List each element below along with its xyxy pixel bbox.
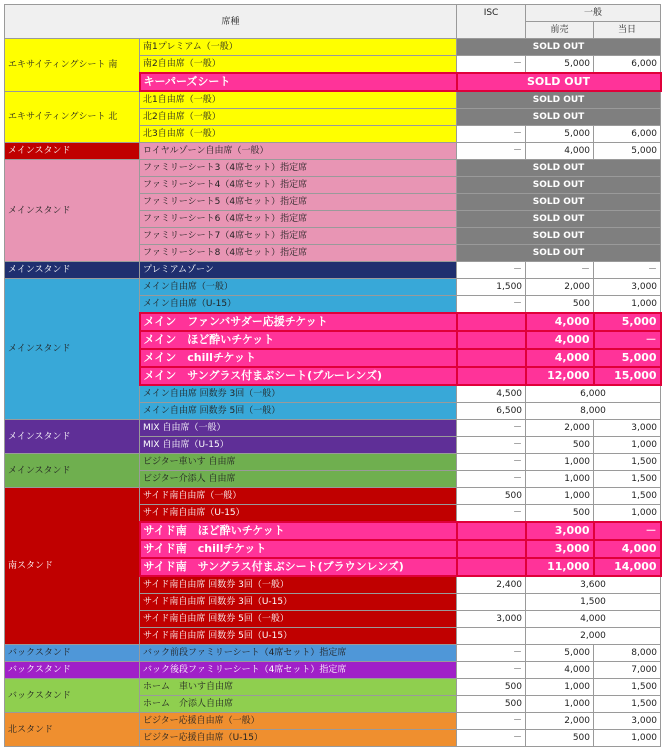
presale-price: 11,000 bbox=[526, 558, 594, 576]
presale-price: 1,000 bbox=[526, 696, 594, 713]
isc-price: － bbox=[457, 143, 526, 160]
presale-price: 2,000 bbox=[526, 279, 594, 296]
section-label: エキサイティングシート 南 bbox=[5, 39, 140, 92]
isc-price: － bbox=[457, 126, 526, 143]
seat-name: サイド南自由席 回数券 3回（一般） bbox=[140, 576, 457, 594]
presale-price: 500 bbox=[526, 437, 594, 454]
seat-name: サイド南自由席（一般） bbox=[140, 488, 457, 505]
seat-name: メイン自由席（一般） bbox=[140, 279, 457, 296]
section-label: メインスタンド bbox=[5, 160, 140, 262]
general-price: 4,000 bbox=[526, 611, 661, 628]
table-row bbox=[5, 662, 661, 679]
sold-out-badge: SOLD OUT bbox=[457, 73, 661, 91]
seat-name: ホーム 車いす自由席 bbox=[140, 679, 457, 696]
isc-price: － bbox=[457, 296, 526, 314]
day-price: 1,500 bbox=[594, 471, 661, 488]
presale-price: 500 bbox=[526, 505, 594, 523]
seat-name: メイン自由席（U-15） bbox=[140, 296, 457, 314]
seat-name: ビジター応援自由席（U-15） bbox=[140, 730, 457, 747]
table-row bbox=[5, 454, 661, 471]
isc-price: － bbox=[457, 730, 526, 747]
isc-price: － bbox=[457, 454, 526, 471]
isc-price: 500 bbox=[457, 488, 526, 505]
general-price: 2,000 bbox=[526, 628, 661, 645]
seat-name: バック前段ファミリーシート（4席セット）指定席 bbox=[140, 645, 457, 662]
table-row bbox=[5, 645, 661, 662]
day-price: － bbox=[594, 331, 661, 349]
table-row bbox=[5, 713, 661, 730]
isc-price: － bbox=[457, 262, 526, 279]
seat-name: ビジター応援自由席（一般） bbox=[140, 713, 457, 730]
day-price: 1,500 bbox=[594, 488, 661, 505]
isc-price: － bbox=[457, 645, 526, 662]
presale-price: 4,000 bbox=[526, 313, 594, 331]
seat-name: 北3自由席（一般） bbox=[140, 126, 457, 143]
day-price: 3,000 bbox=[594, 279, 661, 296]
seat-name: 北2自由席（一般） bbox=[140, 109, 457, 126]
presale-price: 5,000 bbox=[526, 126, 594, 143]
header-day: 当日 bbox=[594, 22, 661, 39]
isc-price bbox=[457, 313, 526, 331]
presale-price: 1,000 bbox=[526, 488, 594, 505]
header-presale: 前売 bbox=[526, 22, 594, 39]
seat-name: サイド南自由席（U-15） bbox=[140, 505, 457, 523]
day-price: 7,000 bbox=[594, 662, 661, 679]
presale-price: 4,000 bbox=[526, 662, 594, 679]
general-price: 6,000 bbox=[526, 385, 661, 403]
sold-out-badge: SOLD OUT bbox=[457, 177, 661, 194]
day-price: 1,000 bbox=[594, 730, 661, 747]
seat-name: 南2自由席（一般） bbox=[140, 56, 457, 74]
presale-price: 12,000 bbox=[526, 367, 594, 385]
presale-price: 4,000 bbox=[526, 331, 594, 349]
seat-name: メイン サングラス付まぶシート(ブルーレンズ) bbox=[140, 367, 457, 385]
section-label: バックスタンド bbox=[5, 645, 140, 662]
day-price: 1,500 bbox=[594, 696, 661, 713]
sold-out-badge: SOLD OUT bbox=[457, 194, 661, 211]
presale-price: 3,000 bbox=[526, 540, 594, 558]
section-label: メインスタンド bbox=[5, 420, 140, 454]
isc-price bbox=[457, 331, 526, 349]
section-label: 南スタンド bbox=[5, 488, 140, 645]
table-row bbox=[5, 160, 661, 177]
presale-price: 1,000 bbox=[526, 471, 594, 488]
seat-name: メイン自由席 回数券 3回（一般） bbox=[140, 385, 457, 403]
seat-name: ファミリーシート5（4席セット）指定席 bbox=[140, 194, 457, 211]
sold-out-badge: SOLD OUT bbox=[457, 245, 661, 262]
sold-out-badge: SOLD OUT bbox=[457, 39, 661, 56]
seat-name: サイド南自由席 回数券 5回（一般） bbox=[140, 611, 457, 628]
presale-price: 500 bbox=[526, 730, 594, 747]
section-label: エキサイティングシート 北 bbox=[5, 91, 140, 143]
seat-name: バック後段ファミリーシート（4席セット）指定席 bbox=[140, 662, 457, 679]
isc-price: － bbox=[457, 505, 526, 523]
day-price: 6,000 bbox=[594, 56, 661, 74]
seat-name: MIX 自由席（U-15） bbox=[140, 437, 457, 454]
presale-price: 5,000 bbox=[526, 645, 594, 662]
seat-name: サイド南自由席 回数券 5回（U-15） bbox=[140, 628, 457, 645]
seat-name: 北1自由席（一般） bbox=[140, 91, 457, 109]
seat-name: プレミアムゾーン bbox=[140, 262, 457, 279]
isc-price: 2,400 bbox=[457, 576, 526, 594]
header-general: 一般 bbox=[526, 5, 661, 22]
seat-name: ファミリーシート4（4席セット）指定席 bbox=[140, 177, 457, 194]
seat-name: ファミリーシート6（4席セット）指定席 bbox=[140, 211, 457, 228]
general-price: 8,000 bbox=[526, 403, 661, 420]
presale-price: － bbox=[526, 262, 594, 279]
presale-price: 4,000 bbox=[526, 143, 594, 160]
header-isc: ISC bbox=[457, 5, 526, 39]
presale-price: 2,000 bbox=[526, 713, 594, 730]
day-price: 1,000 bbox=[594, 505, 661, 523]
seat-name: ビジター介添人 自由席 bbox=[140, 471, 457, 488]
day-price: － bbox=[594, 522, 661, 540]
presale-price: 1,000 bbox=[526, 454, 594, 471]
seat-name: サイド南 ほど酔いチケット bbox=[140, 522, 457, 540]
presale-price: 2,000 bbox=[526, 420, 594, 437]
seat-name: ファミリーシート3（4席セット）指定席 bbox=[140, 160, 457, 177]
presale-price: 3,000 bbox=[526, 522, 594, 540]
table-row bbox=[5, 143, 661, 160]
section-label: バックスタンド bbox=[5, 662, 140, 679]
sold-out-badge: SOLD OUT bbox=[457, 91, 661, 109]
seat-name: キーパーズシート bbox=[140, 73, 457, 91]
seat-name: ロイヤルゾーン自由席（一般） bbox=[140, 143, 457, 160]
table-row bbox=[5, 679, 661, 696]
seat-name: ファミリーシート7（4席セット）指定席 bbox=[140, 228, 457, 245]
sold-out-badge: SOLD OUT bbox=[457, 160, 661, 177]
sold-out-badge: SOLD OUT bbox=[457, 109, 661, 126]
seat-name: メイン chillチケット bbox=[140, 349, 457, 367]
section-label: 北スタンド bbox=[5, 713, 140, 747]
ticket-price-table bbox=[4, 4, 662, 747]
seat-name: メイン ファンバサダー応援チケット bbox=[140, 313, 457, 331]
presale-price: 1,000 bbox=[526, 679, 594, 696]
isc-price bbox=[457, 540, 526, 558]
day-price: 5,000 bbox=[594, 143, 661, 160]
section-label: メインスタンド bbox=[5, 262, 140, 279]
day-price: 5,000 bbox=[594, 313, 661, 331]
isc-price bbox=[457, 594, 526, 611]
seat-name: メイン自由席 回数券 5回（一般） bbox=[140, 403, 457, 420]
isc-price: － bbox=[457, 56, 526, 74]
isc-price: － bbox=[457, 662, 526, 679]
isc-price: 3,000 bbox=[457, 611, 526, 628]
seat-name: サイド南 サングラス付まぶシート(ブラウンレンズ) bbox=[140, 558, 457, 576]
day-price: 14,000 bbox=[594, 558, 661, 576]
seat-name: ビジター車いす 自由席 bbox=[140, 454, 457, 471]
isc-price: － bbox=[457, 437, 526, 454]
table-row bbox=[5, 420, 661, 437]
table-row bbox=[5, 91, 661, 109]
isc-price: 500 bbox=[457, 696, 526, 713]
day-price: 6,000 bbox=[594, 126, 661, 143]
day-price: － bbox=[594, 262, 661, 279]
section-label: メインスタンド bbox=[5, 143, 140, 160]
day-price: 1,500 bbox=[594, 679, 661, 696]
isc-price: 6,500 bbox=[457, 403, 526, 420]
day-price: 1,000 bbox=[594, 437, 661, 454]
seat-name: ホーム 介添人自由席 bbox=[140, 696, 457, 713]
table-row bbox=[5, 279, 661, 296]
day-price: 3,000 bbox=[594, 713, 661, 730]
header-seat: 席種 bbox=[5, 5, 457, 39]
table-row bbox=[5, 262, 661, 279]
isc-price bbox=[457, 522, 526, 540]
isc-price bbox=[457, 349, 526, 367]
sold-out-badge: SOLD OUT bbox=[457, 228, 661, 245]
day-price: 5,000 bbox=[594, 349, 661, 367]
seat-name: メイン ほど酔いチケット bbox=[140, 331, 457, 349]
sold-out-badge: SOLD OUT bbox=[457, 211, 661, 228]
presale-price: 500 bbox=[526, 296, 594, 314]
section-label: メインスタンド bbox=[5, 454, 140, 488]
general-price: 3,600 bbox=[526, 576, 661, 594]
presale-price: 4,000 bbox=[526, 349, 594, 367]
isc-price bbox=[457, 628, 526, 645]
day-price: 15,000 bbox=[594, 367, 661, 385]
isc-price: 1,500 bbox=[457, 279, 526, 296]
day-price: 8,000 bbox=[594, 645, 661, 662]
section-label: バックスタンド bbox=[5, 679, 140, 713]
isc-price: － bbox=[457, 713, 526, 730]
general-price: 1,500 bbox=[526, 594, 661, 611]
seat-name: サイド南 chillチケット bbox=[140, 540, 457, 558]
isc-price: － bbox=[457, 420, 526, 437]
day-price: 1,000 bbox=[594, 296, 661, 314]
table-row bbox=[5, 488, 661, 505]
isc-price: 4,500 bbox=[457, 385, 526, 403]
table-row bbox=[5, 39, 661, 56]
seat-name: MIX 自由席（一般） bbox=[140, 420, 457, 437]
isc-price: 500 bbox=[457, 679, 526, 696]
isc-price: － bbox=[457, 471, 526, 488]
seat-name: ファミリーシート8（4席セット）指定席 bbox=[140, 245, 457, 262]
section-label: メインスタンド bbox=[5, 279, 140, 420]
day-price: 1,500 bbox=[594, 454, 661, 471]
day-price: 3,000 bbox=[594, 420, 661, 437]
presale-price: 5,000 bbox=[526, 56, 594, 74]
isc-price bbox=[457, 558, 526, 576]
isc-price bbox=[457, 367, 526, 385]
seat-name: サイド南自由席 回数券 3回（U-15） bbox=[140, 594, 457, 611]
seat-name: 南1プレミアム（一般） bbox=[140, 39, 457, 56]
day-price: 4,000 bbox=[594, 540, 661, 558]
